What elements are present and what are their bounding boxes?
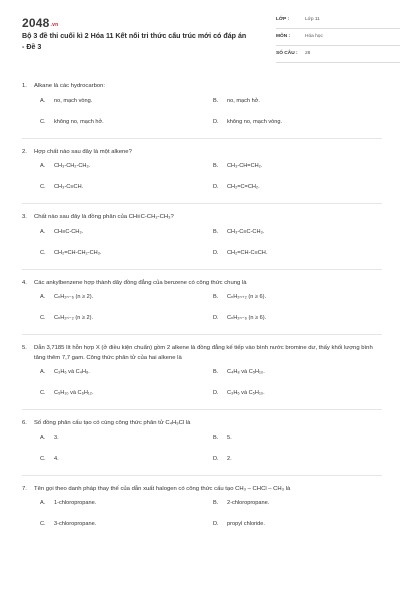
question-number: 3.	[22, 214, 27, 220]
question-text: Dẫn 3,7185 lít hỗn hợp X (ở điều kiện chuẩn) gồm 2 alkene là đồng đẳng kế tiếp vào bình nước bromine dư, thấy khối lượng bình tăng thêm 7,7 gam. Công thức phân tử của hai alkene là	[34, 345, 373, 361]
question-text: Chất nào sau đây là đồng phân của CH≡C-CH₂-CH₃?	[34, 214, 174, 220]
option-letter: D.	[213, 521, 219, 527]
answer-option-b[interactable]	[213, 500, 269, 506]
answer-option-d[interactable]	[213, 119, 282, 125]
answer-option-d[interactable]	[213, 521, 265, 527]
option-letter: D.	[213, 455, 219, 462]
answer-options	[22, 98, 382, 134]
answer-option-c[interactable]	[40, 119, 104, 125]
answer-option-c[interactable]	[40, 521, 96, 527]
option-text: CH₃-C≡CH.	[54, 184, 84, 190]
answer-option-a[interactable]	[40, 500, 96, 506]
option-letter: D.	[213, 184, 219, 190]
answer-option-b[interactable]	[213, 369, 265, 375]
option-text: propyl chloride.	[227, 521, 265, 527]
question-number: 7.	[22, 485, 27, 492]
option-text: CH₃-CH₂-CH₃.	[54, 163, 91, 169]
option-text: C₃H₆ và C₄H₈.	[54, 369, 90, 375]
meta-value: Lớp 11	[305, 17, 320, 22]
answer-option-b[interactable]	[213, 294, 266, 300]
option-letter: A.	[40, 434, 46, 441]
question-item	[22, 279, 382, 336]
option-text: CH₃-C≡C-CH₃.	[227, 228, 265, 235]
option-letter: D.	[213, 249, 219, 256]
option-letter: A.	[40, 500, 46, 506]
option-text: CH₂=CH-C≡CH.	[227, 249, 268, 256]
option-text: không no, mạch hở.	[54, 118, 104, 125]
question-number: 4.	[22, 279, 27, 286]
answer-options	[22, 294, 382, 330]
option-text: CH≡C-CH₃.	[54, 228, 84, 235]
question-text: Hợp chất nào sau đây là một alkene?	[34, 148, 132, 155]
option-text: 4.	[54, 455, 59, 462]
logo-text: 2048	[22, 16, 50, 30]
header	[22, 0, 382, 74]
answer-option-a[interactable]	[40, 98, 92, 104]
option-text: CₙH₂ₙ₋₆ (n ≥ 2).	[54, 294, 94, 300]
answer-option-c[interactable]	[40, 456, 59, 462]
answer-option-a[interactable]	[40, 294, 93, 300]
option-letter: A.	[40, 369, 46, 375]
answer-option-c[interactable]	[40, 250, 101, 256]
question-item	[22, 485, 382, 537]
question-text: Số đồng phân cấu tạo có cùng công thức phân tử C₄H₉Cl là	[34, 420, 191, 426]
answer-option-a[interactable]	[40, 229, 83, 235]
answer-option-c[interactable]	[40, 315, 93, 321]
answer-option-b[interactable]	[213, 229, 264, 235]
question-list	[22, 82, 382, 536]
option-letter: C.	[40, 521, 46, 527]
question-text: Tên gọi theo danh pháp thay thế của dẫn xuất halogen có công thức cấu tạo CH₃ – CHCl – CH₃ là	[34, 485, 291, 492]
question-stem	[22, 82, 382, 92]
answer-option-c[interactable]	[40, 390, 94, 396]
meta-value: 28	[305, 51, 311, 56]
meta-row-subject	[276, 32, 400, 46]
question-text: Các ankylbenzene hợp thành dãy đồng đẳng của benzene có công thức chung là	[34, 279, 247, 286]
option-letter: C.	[40, 249, 46, 256]
option-text: C₃H₆ và C₅H₁₀.	[227, 390, 265, 396]
meta-label: LỚP :	[276, 17, 290, 22]
option-letter: B.	[213, 163, 219, 169]
question-divider	[22, 269, 382, 270]
option-text: CH₂=CH-CH₂-CH₃.	[54, 249, 102, 256]
question-stem	[22, 148, 382, 158]
option-text: 1-chloropropane.	[54, 500, 97, 506]
meta-row-count	[276, 49, 400, 63]
answer-option-d[interactable]	[213, 456, 232, 462]
option-text: CₙH₂ₙ₊₂ (n ≥ 6).	[227, 294, 267, 300]
question-item	[22, 213, 382, 270]
option-letter: D.	[213, 390, 219, 396]
logo-suffix: .vn	[50, 22, 59, 28]
question-item	[22, 419, 382, 476]
answer-option-d[interactable]	[213, 390, 265, 396]
answer-option-b[interactable]	[213, 163, 262, 169]
exam-meta	[276, 15, 400, 66]
answer-options	[22, 163, 382, 199]
option-letter: A.	[40, 97, 46, 104]
option-text: CH₂=C=CH₂.	[227, 184, 260, 190]
option-letter: C.	[40, 315, 46, 321]
option-letter: A.	[40, 294, 46, 300]
question-number: 6.	[22, 420, 27, 426]
option-text: 3.	[54, 434, 59, 441]
option-text: 5.	[227, 434, 232, 441]
answer-option-a[interactable]	[40, 369, 90, 375]
option-letter: A.	[40, 228, 46, 235]
option-text: C₅H₁₀ và C₆H₁₂.	[54, 390, 94, 396]
option-text: no, mạch hở.	[227, 97, 260, 104]
option-letter: B.	[213, 294, 219, 300]
question-number: 1.	[22, 83, 27, 89]
answer-option-b[interactable]	[213, 98, 260, 104]
answer-option-a[interactable]	[40, 435, 59, 441]
answer-option-d[interactable]	[213, 250, 267, 256]
option-text: 2.	[227, 455, 232, 462]
option-letter: D.	[213, 118, 219, 125]
option-letter: B.	[213, 500, 219, 506]
answer-options	[22, 229, 382, 265]
site-logo[interactable]	[22, 16, 58, 30]
option-letter: C.	[40, 455, 46, 462]
option-letter: B.	[213, 434, 219, 441]
meta-label: MÔN :	[276, 34, 291, 39]
page-title: Bộ 3 đề thi cuối kì 2 Hóa 11 Kết nối tri thức cấu trúc mới có đáp án - Đề 3	[22, 32, 247, 51]
question-stem	[22, 485, 382, 495]
option-letter: C.	[40, 390, 46, 396]
option-text: CH₃-CH=CH₂.	[227, 163, 263, 169]
meta-row-class	[276, 15, 400, 29]
option-letter: D.	[213, 315, 219, 321]
option-letter: C.	[40, 184, 46, 190]
answer-options	[22, 435, 382, 471]
question-divider	[22, 138, 382, 139]
option-text: 3-chloropropane.	[54, 521, 97, 527]
option-text: không no, mạch vòng.	[227, 118, 283, 125]
question-stem	[22, 344, 382, 363]
option-letter: B.	[213, 369, 219, 375]
question-divider	[22, 334, 382, 335]
question-stem	[22, 213, 382, 223]
question-stem	[22, 279, 382, 289]
question-number: 5.	[22, 345, 27, 351]
question-item	[22, 82, 382, 139]
answer-options	[22, 369, 382, 405]
question-divider	[22, 409, 382, 410]
question-number: 2.	[22, 148, 27, 155]
answer-options	[22, 500, 382, 536]
question-item	[22, 344, 382, 410]
option-letter: C.	[40, 118, 46, 125]
option-text: CₙH₂ₙ₋₂ (n ≥ 2).	[54, 315, 94, 321]
question-divider	[22, 475, 382, 476]
question-text: Alkane là các hydrocarbon:	[34, 83, 106, 89]
option-letter: B.	[213, 97, 219, 104]
question-stem	[22, 419, 382, 429]
option-text: C₄H₈ và C₅H₁₀.	[227, 369, 265, 375]
option-text: no, mạch vòng.	[54, 97, 93, 104]
answer-option-b[interactable]	[213, 435, 232, 441]
option-text: CₙH₂ₙ₋₆ (n ≥ 6).	[227, 315, 267, 321]
meta-value: Hóa học	[305, 34, 323, 39]
question-item	[22, 148, 382, 205]
answer-option-c[interactable]	[40, 184, 83, 190]
option-letter: B.	[213, 228, 219, 235]
answer-option-d[interactable]	[213, 315, 266, 321]
answer-option-d[interactable]	[213, 184, 260, 190]
answer-option-a[interactable]	[40, 163, 90, 169]
meta-label: SỐ CÂU :	[276, 51, 298, 56]
question-divider	[22, 203, 382, 204]
option-letter: A.	[40, 163, 46, 169]
option-text: 2-chloropropane.	[227, 500, 270, 506]
